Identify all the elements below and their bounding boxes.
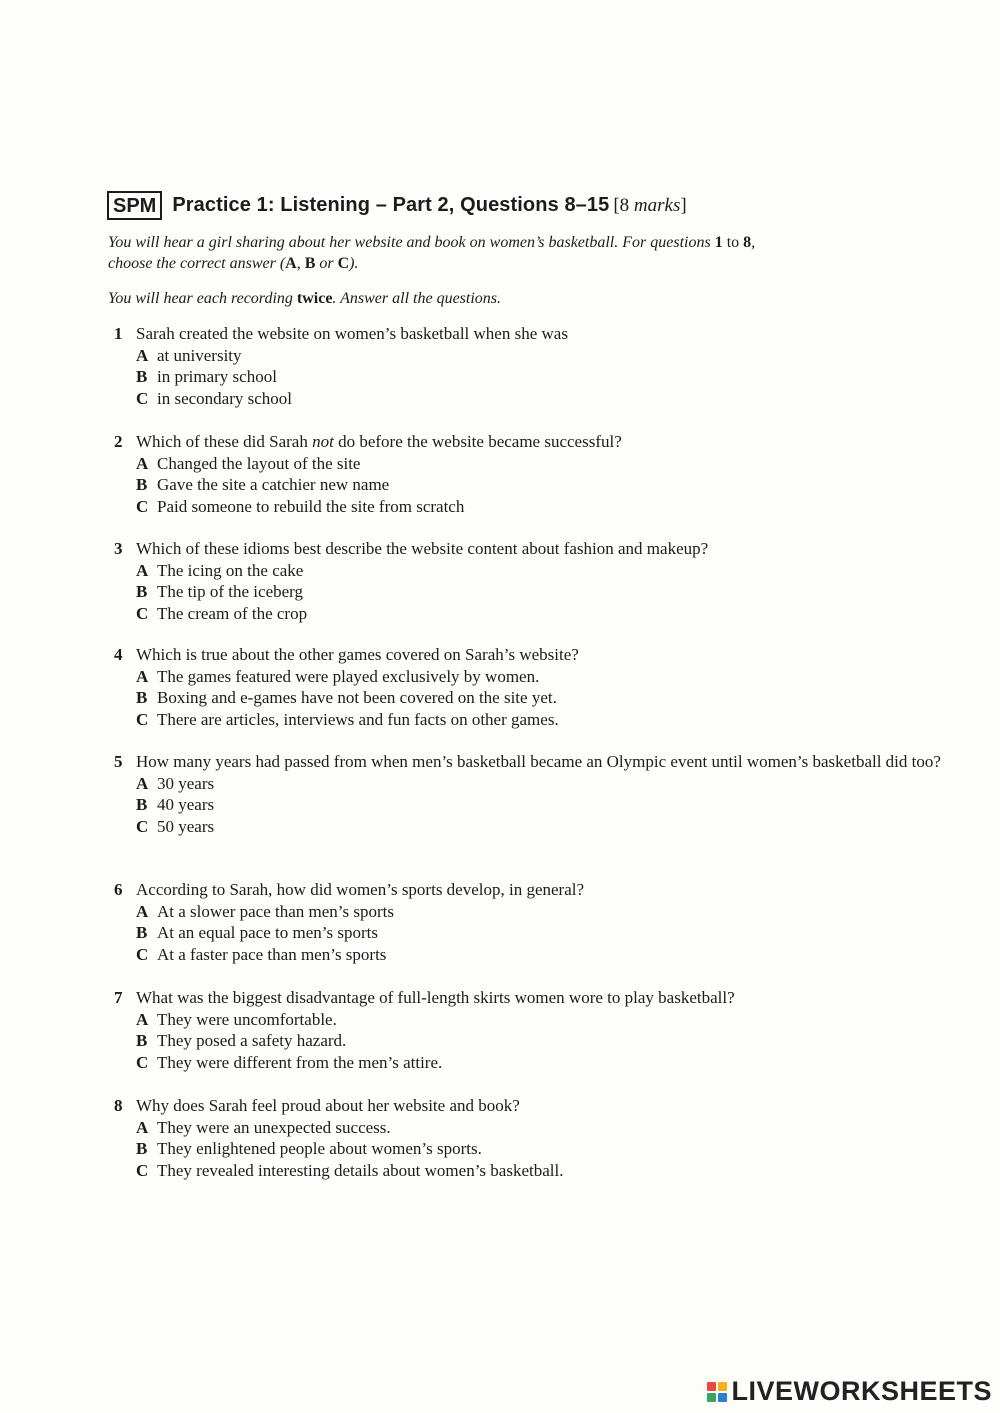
- question-5: [114, 751, 984, 837]
- question-8: [114, 1095, 984, 1181]
- question-text: According to Sarah, how did women’s sports develop, in general?: [136, 880, 585, 899]
- section-header: [107, 191, 687, 220]
- option-text: They were different from the men’s attire.: [157, 1052, 443, 1072]
- question-stem: [114, 538, 984, 560]
- logo-square-red: [707, 1382, 716, 1391]
- question-7: [114, 987, 984, 1073]
- option-a[interactable]: [114, 453, 984, 475]
- option-text: 40 years: [157, 795, 215, 814]
- question-stem: [114, 751, 984, 773]
- question-number: 7: [114, 988, 123, 1007]
- option-b[interactable]: [114, 922, 984, 944]
- option-letter: B: [136, 367, 148, 386]
- option-letter: A: [136, 901, 149, 921]
- option-text: At a slower pace than men’s sports: [157, 901, 394, 921]
- liveworksheets-logo[interactable]: [707, 1376, 992, 1407]
- option-a[interactable]: [114, 1117, 984, 1139]
- question-text: Which is true about the other games covered on Sarah’s website?: [136, 645, 579, 664]
- option-text: They revealed interesting details about women’s basketball.: [157, 1160, 564, 1180]
- option-letter: C: [136, 816, 149, 836]
- option-letter: B: [136, 1139, 148, 1158]
- option-text: at university: [157, 345, 242, 365]
- option-letter: B: [136, 475, 148, 494]
- option-c[interactable]: [114, 496, 984, 518]
- question-stem: [114, 1095, 984, 1117]
- question-2: [114, 431, 984, 517]
- logo-square-green: [707, 1393, 716, 1402]
- option-b[interactable]: [114, 794, 984, 816]
- option-text: They were an unexpected success.: [157, 1117, 391, 1137]
- instructions-recording: You will hear each recording twice. Answer all the questions.: [108, 290, 502, 307]
- option-a[interactable]: [114, 773, 984, 795]
- option-letter: C: [136, 709, 149, 729]
- question-number: 1: [114, 324, 123, 343]
- option-text: Boxing and e-games have not been covered on the site yet.: [157, 688, 557, 707]
- option-text: 50 years: [157, 816, 215, 836]
- question-4: [114, 644, 984, 730]
- question-text: What was the biggest disadvantage of full-length skirts women wore to play basketball?: [136, 988, 735, 1007]
- option-letter: B: [136, 582, 148, 601]
- option-b[interactable]: [114, 687, 984, 709]
- spm-badge: SPM: [107, 191, 162, 220]
- question-number: 8: [114, 1096, 123, 1115]
- option-a[interactable]: [114, 666, 984, 688]
- logo-square-yellow: [718, 1382, 727, 1391]
- question-stem: [114, 431, 984, 453]
- option-text: They enlightened people about women’s sports.: [157, 1139, 482, 1158]
- question-text: Which of these did Sarah not do before the website became successful?: [136, 432, 622, 451]
- option-text: At a faster pace than men’s sports: [157, 944, 387, 964]
- option-letter: A: [136, 560, 149, 580]
- option-c[interactable]: [114, 816, 984, 838]
- option-letter: B: [136, 795, 148, 814]
- option-b[interactable]: [114, 1138, 984, 1160]
- question-stem: [114, 323, 984, 345]
- option-letter: C: [136, 1160, 149, 1180]
- question-3: [114, 538, 984, 624]
- option-a[interactable]: [114, 560, 984, 582]
- option-c[interactable]: [114, 709, 984, 731]
- question-stem: [114, 644, 984, 666]
- option-text: The cream of the crop: [157, 603, 308, 623]
- question-1: [114, 323, 984, 409]
- option-c[interactable]: [114, 603, 984, 625]
- option-letter: A: [136, 773, 149, 793]
- option-a[interactable]: [114, 1009, 984, 1031]
- option-letter: C: [136, 388, 149, 408]
- liveworksheets-logo-icon: [707, 1382, 727, 1402]
- option-text: The games featured were played exclusively by women.: [157, 666, 540, 686]
- option-text: They were uncomfortable.: [157, 1009, 337, 1029]
- option-b[interactable]: [114, 366, 984, 388]
- question-6: [114, 879, 984, 965]
- option-c[interactable]: [114, 388, 984, 410]
- option-letter: A: [136, 1009, 149, 1029]
- question-stem: [114, 879, 984, 901]
- option-letter: C: [136, 1052, 149, 1072]
- question-number: 4: [114, 645, 123, 664]
- option-letter: C: [136, 496, 149, 516]
- option-letter: A: [136, 666, 149, 686]
- option-text: in secondary school: [157, 388, 293, 408]
- option-a[interactable]: [114, 901, 984, 923]
- question-text: Sarah created the website on women’s basketball when she was: [136, 324, 568, 343]
- option-text: The icing on the cake: [157, 560, 304, 580]
- logo-square-blue: [718, 1393, 727, 1402]
- option-letter: A: [136, 345, 149, 365]
- option-text: 30 years: [157, 773, 215, 793]
- question-text: How many years had passed from when men’s basketball became an Olympic event until women’s basketball did too?: [136, 752, 941, 771]
- question-number: 3: [114, 539, 123, 558]
- option-letter: C: [136, 944, 149, 964]
- option-letter: A: [136, 1117, 149, 1137]
- option-text: Gave the site a catchier new name: [157, 475, 390, 494]
- liveworksheets-brand-text: LIVEWORKSHEETS: [731, 1376, 992, 1406]
- option-c[interactable]: [114, 944, 984, 966]
- option-letter: A: [136, 453, 149, 473]
- question-stem: [114, 987, 984, 1009]
- page-title: Practice 1: Listening – Part 2, Questions 8–15: [172, 194, 610, 216]
- question-text: Which of these idioms best describe the website content about fashion and makeup?: [136, 539, 709, 558]
- option-text: They posed a safety hazard.: [157, 1031, 347, 1050]
- option-c[interactable]: [114, 1160, 984, 1182]
- marks-label: [8 marks]: [613, 194, 687, 216]
- option-text: Changed the layout of the site: [157, 453, 361, 473]
- option-letter: C: [136, 603, 149, 623]
- option-text: At an equal pace to men’s sports: [157, 923, 378, 942]
- option-b[interactable]: [114, 1030, 984, 1052]
- option-text: There are articles, interviews and fun facts on other games.: [157, 709, 559, 729]
- question-number: 5: [114, 752, 123, 771]
- option-text: Paid someone to rebuild the site from scratch: [157, 496, 465, 516]
- option-letter: B: [136, 923, 148, 942]
- option-c[interactable]: [114, 1052, 984, 1074]
- option-a[interactable]: [114, 345, 984, 367]
- question-number: 6: [114, 880, 123, 899]
- option-b[interactable]: [114, 474, 984, 496]
- question-text: Why does Sarah feel proud about her website and book?: [136, 1096, 520, 1115]
- question-number: 2: [114, 432, 123, 451]
- option-b[interactable]: [114, 581, 984, 603]
- option-text: in primary school: [157, 367, 277, 386]
- option-letter: B: [136, 1031, 148, 1050]
- instructions-paragraph: You will hear a girl sharing about her website and book on women’s basketball. For questions 1 to 8, choose the correct answer (A, B or C).: [108, 234, 756, 272]
- option-letter: B: [136, 688, 148, 707]
- option-text: The tip of the iceberg: [157, 582, 304, 601]
